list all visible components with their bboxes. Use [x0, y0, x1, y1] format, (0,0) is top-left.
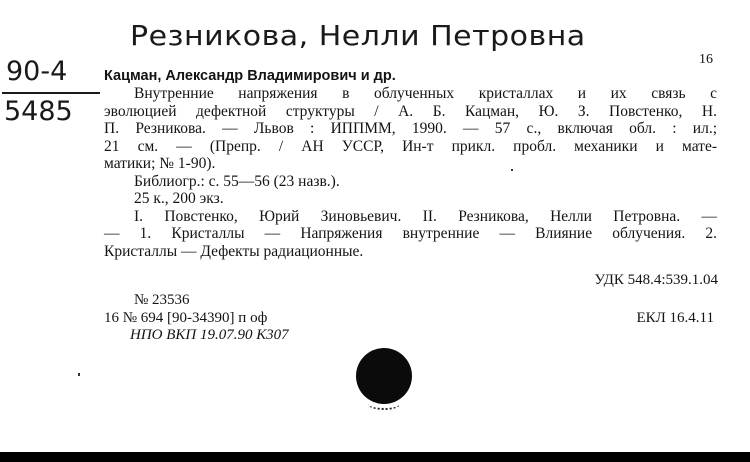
- price-line: 25 к., 200 экз.: [134, 190, 224, 207]
- stray-mark: [511, 169, 513, 171]
- body-line: 21 см. — (Препр. / АН УССР, Ин-т прикл. пробл. механики и мате-: [104, 137, 717, 155]
- handwritten-name: Резникова, Нелли Петровна: [130, 20, 586, 53]
- author-heading: Кацман, Александр Владимирович и др.: [104, 68, 396, 84]
- page-number: 16: [699, 52, 713, 67]
- registry-number: № 23536: [134, 292, 190, 308]
- body-line: матики; № 1-90).: [104, 155, 216, 172]
- handwritten-code-2: 5485: [4, 96, 73, 127]
- printer-line: НПО ВКП 19.07.90 К307: [130, 327, 289, 343]
- order-line: 16 № 694 [90-34390] п оф: [104, 310, 268, 326]
- index-line: Кристаллы — Дефекты радиационные.: [104, 242, 364, 260]
- body-line: Внутренние напряжения в облученных кристаллах и их связь с: [134, 85, 717, 102]
- body-line: П. Резникова. — Львов : ИППММ, 1990. — 57 с., включая обл. : ил.;: [104, 120, 717, 137]
- ekl-code: ЕКЛ 16.4.11: [636, 310, 714, 326]
- punch-smudge: [368, 398, 400, 410]
- bibliography-line: Библиогр.: с. 55—56 (23 назв.).: [134, 172, 340, 190]
- handwritten-code-1: 90-4: [6, 56, 68, 87]
- stray-mark: [78, 373, 80, 376]
- handwritten-divider: [2, 92, 100, 94]
- bottom-edge: [0, 452, 750, 462]
- udk-code: УДК 548.4:539.1.04: [594, 272, 718, 288]
- body-line: эволюцией дефектной структуры / А. Б. Кацман, Ю. З. Повстенко, Н.: [104, 102, 717, 120]
- index-line: I. Повстенко, Юрий Зиновьевич. II. Резникова, Нелли Петровна. —: [134, 207, 717, 225]
- index-line: — 1. Кристаллы — Напряжения внутренние — Влияние облучения. 2.: [104, 225, 717, 242]
- punch-hole: [356, 348, 412, 404]
- bibliographic-description: [104, 85, 717, 260]
